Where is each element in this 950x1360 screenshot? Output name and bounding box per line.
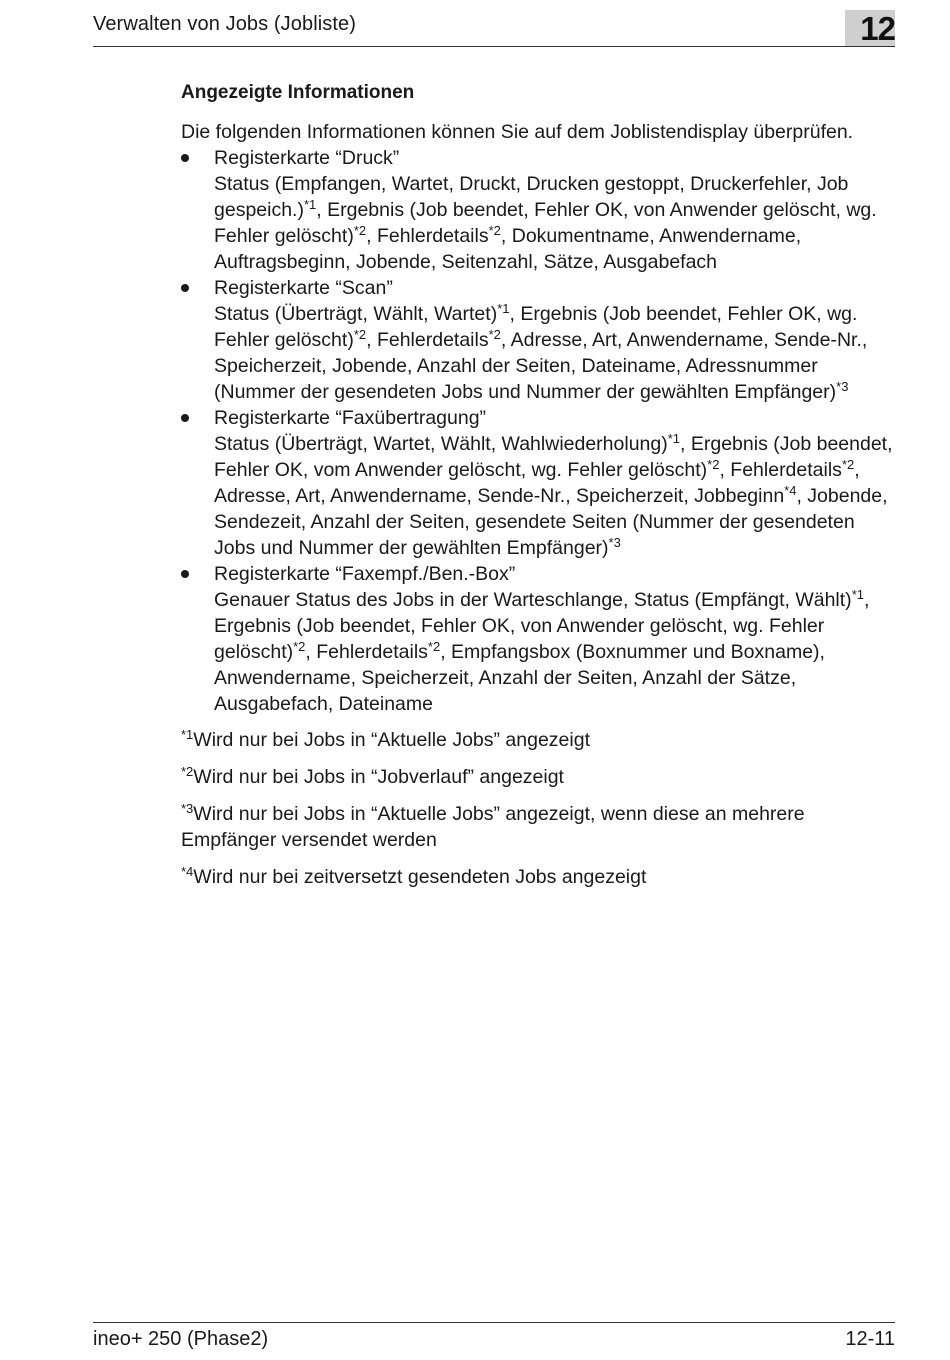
footnote-reference: *2 [427,639,441,654]
footnote [181,801,901,853]
text-run: , Ergebnis (Job beendet, Fehler OK, von Anwender gelöscht, wg. Fehler gelöscht) [214,589,870,663]
bullet-icon [181,284,189,292]
item-title: Registerkarte “Druck” [214,147,400,169]
text-run: Status (Überträgt, Wartet, Wählt, Wahlwiederholung) [214,433,668,455]
section-heading: Angezeigte Informationen [181,82,415,103]
item-description [214,301,901,405]
text-run: , Dokumentname, Anwendername, Auftragsbeginn, Jobende, Seitenzahl, Sätze, Ausgabefach [214,225,802,273]
item-description [214,431,901,561]
text-run: , Adresse, Art, Anwendername, Sende-Nr., Speicherzeit, Jobbeginn [214,459,860,507]
text-run: Status (Empfangen, Wartet, Druckt, Drucken gestoppt, Druckerfehler, Job gespeich.) [214,173,849,221]
footnote-mark: *1 [181,727,194,742]
footnote-text: Wird nur bei Jobs in “Aktuelle Jobs” angezeigt [193,729,590,751]
footnote-reference: *4 [784,483,797,498]
footer-page-number: 12-11 [845,1328,895,1350]
text-run: , Fehlerdetails [366,329,489,351]
main-content [181,81,901,901]
tab-info-list [181,145,901,717]
text-run: , Adresse, Art, Anwendername, Sende-Nr., Speicherzeit, Jobende, Anzahl der Seiten, Dateiname, Adressnummer (Nummer der gesendeten Jobs und Nummer der gewählten Empfänger) [214,329,868,403]
footnote-reference: *2 [707,457,720,472]
intro-paragraph: Die folgenden Informationen können Sie auf dem Joblistendisplay überprüfen. [181,121,854,143]
text-run: , Fehlerdetails [719,459,842,481]
footer-product: ineo+ 250 (Phase2) [93,1328,269,1350]
footnote-reference: *2 [488,327,501,342]
footnote-reference: *3 [608,535,621,550]
footnote-reference: *2 [353,327,367,342]
item-description [214,587,901,717]
list-item [181,145,901,275]
footnote-reference: *2 [841,457,855,472]
footnote-reference: *1 [667,431,681,446]
item-title: Registerkarte “Faxübertragung” [214,407,487,429]
text-run: , Empfangsbox (Boxnummer und Boxname), Anwendername, Speicherzeit, Anzahl der Seiten, Anzahl der Sätze, Ausgabefach, Dateiname [214,641,825,715]
footnotes [181,727,901,890]
footnote-reference: *2 [353,223,367,238]
list-item [181,275,901,405]
text-run: , Ergebnis (Job beendet, Fehler OK, wg. Fehler gelöscht) [214,303,858,351]
chapter-number: 12 [860,10,895,47]
item-title: Registerkarte “Faxempf./Ben.-Box” [214,563,516,585]
footnote-mark: *3 [181,801,194,816]
item-description [214,171,901,275]
list-item [181,405,901,561]
footnote [181,764,901,790]
page-header [93,0,895,47]
header-title: Verwalten von Jobs (Jobliste) [93,13,357,35]
bullet-icon [181,570,189,578]
footnote-reference: *2 [488,223,501,238]
text-run: , Jobende, Sendezeit, Anzahl der Seiten, gesendete Seiten (Nummer der gesendeten Jobs und Nummer der gewählten Empfänger) [214,485,888,559]
item-title: Registerkarte “Scan” [214,277,393,299]
footnote [181,727,901,753]
footnote-mark: *2 [181,764,194,779]
footnote-reference: *1 [851,587,864,602]
footnote [181,864,901,890]
text-run: , Ergebnis (Job beendet, Fehler OK, vom Anwender gelöscht, wg. Fehler gelöscht) [214,433,893,481]
text-run: , Fehlerdetails [366,225,489,247]
footnote-text: Wird nur bei Jobs in “Aktuelle Jobs” angezeigt, wenn diese an mehrere Empfänger versendet werden [181,803,805,851]
footnote-text: Wird nur bei Jobs in “Jobverlauf” angezeigt [193,766,564,788]
text-run: , Ergebnis (Job beendet, Fehler OK, von Anwender gelöscht, wg. Fehler gelöscht) [214,199,877,247]
footnote-reference: *1 [497,301,510,316]
footnote-reference: *2 [293,639,306,654]
footnote-reference: *1 [303,197,317,212]
text-run: Status (Überträgt, Wählt, Wartet) [214,303,498,325]
footnote-text: Wird nur bei zeitversetzt gesendeten Jobs angezeigt [193,866,647,888]
bullet-icon [181,414,189,422]
text-run: Genauer Status des Jobs in der Warteschlange, Status (Empfängt, Wählt) [214,589,852,611]
page-footer [93,1322,895,1350]
footnote-reference: *3 [836,379,849,394]
bullet-icon [181,154,189,162]
footnote-mark: *4 [181,864,194,879]
text-run: , Fehlerdetails [305,641,428,663]
list-item [181,561,901,717]
